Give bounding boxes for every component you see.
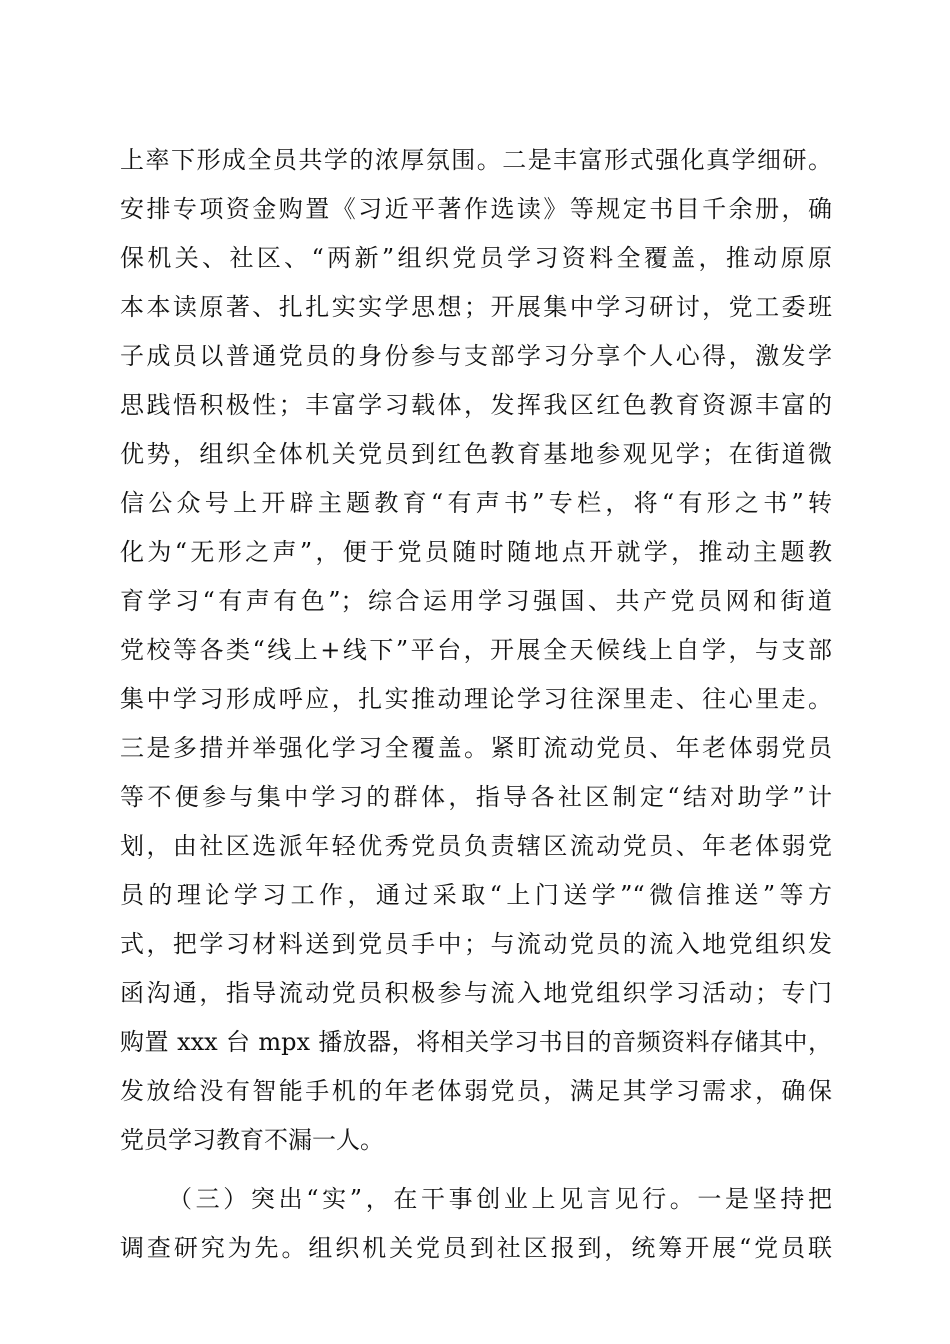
text-line: 三是多措并举强化学习全覆盖。紧盯流动党员、年老体弱党员 [120, 734, 832, 762]
text-line: 育学习“有声有色”；综合运用学习强国、共产党员网和街道 [120, 587, 832, 615]
text-line: 员的理论学习工作，通过采取“上门送学”“微信推送”等方 [120, 881, 832, 909]
text-line: 优势，组织全体机关党员到红色教育基地参观见学；在街道微 [120, 440, 832, 468]
text-line: 式，把学习材料送到党员手中；与流动党员的流入地党组织发 [120, 930, 832, 958]
text-line: 集中学习形成呼应，扎实推动理论学习往深里走、往心里走。 [120, 685, 832, 713]
text-line: 划，由社区选派年轻优秀党员负责辖区流动党员、年老体弱党 [120, 832, 832, 860]
text-line: 上率下形成全员共学的浓厚氛围。二是丰富形式强化真学细研。 [120, 146, 832, 174]
text-line: 化为“无形之声”，便于党员随时随地点开就学，推动主题教 [120, 538, 832, 566]
body-text [120, 136, 832, 1273]
text-line: 党校等各类“线上+线下”平台，开展全天候线上自学，与支部 [120, 636, 832, 664]
section-heading-line: （三）突出“实”，在干事创业上见言见行。一是坚持把 [168, 1185, 832, 1213]
text-line: 安排专项资金购置《习近平著作选读》等规定书目千余册，确 [120, 195, 832, 223]
text-line: 党员学习教育不漏一人。 [120, 1126, 384, 1154]
text-line: 本本读原著、扎扎实实学思想；开展集中学习研讨，党工委班 [120, 293, 832, 321]
paragraph-2 [120, 1175, 832, 1273]
text-line: 思践悟积极性；丰富学习载体，发挥我区红色教育资源丰富的 [120, 391, 832, 419]
text-line: 函沟通，指导流动党员积极参与流入地党组织学习活动；专门 [120, 979, 832, 1007]
text-line: 信公众号上开辟主题教育“有声书”专栏，将“有形之书”转 [120, 489, 832, 517]
text-line: 子成员以普通党员的身份参与支部学习分享个人心得，激发学 [120, 342, 832, 370]
paragraph-1 [120, 136, 832, 1165]
text-line: 保机关、社区、“两新”组织党员学习资料全覆盖，推动原原 [120, 244, 832, 272]
text-line: 发放给没有智能手机的年老体弱党员，满足其学习需求，确保 [120, 1077, 832, 1105]
text-line: 购置 xxx 台 mpx 播放器，将相关学习书目的音频资料存储其中， [120, 1028, 832, 1056]
text-line: 调查研究为先。组织机关党员到社区报到，统筹开展“党员联 [120, 1234, 832, 1262]
text-line: 等不便参与集中学习的群体，指导各社区制定“结对助学”计 [120, 783, 832, 811]
